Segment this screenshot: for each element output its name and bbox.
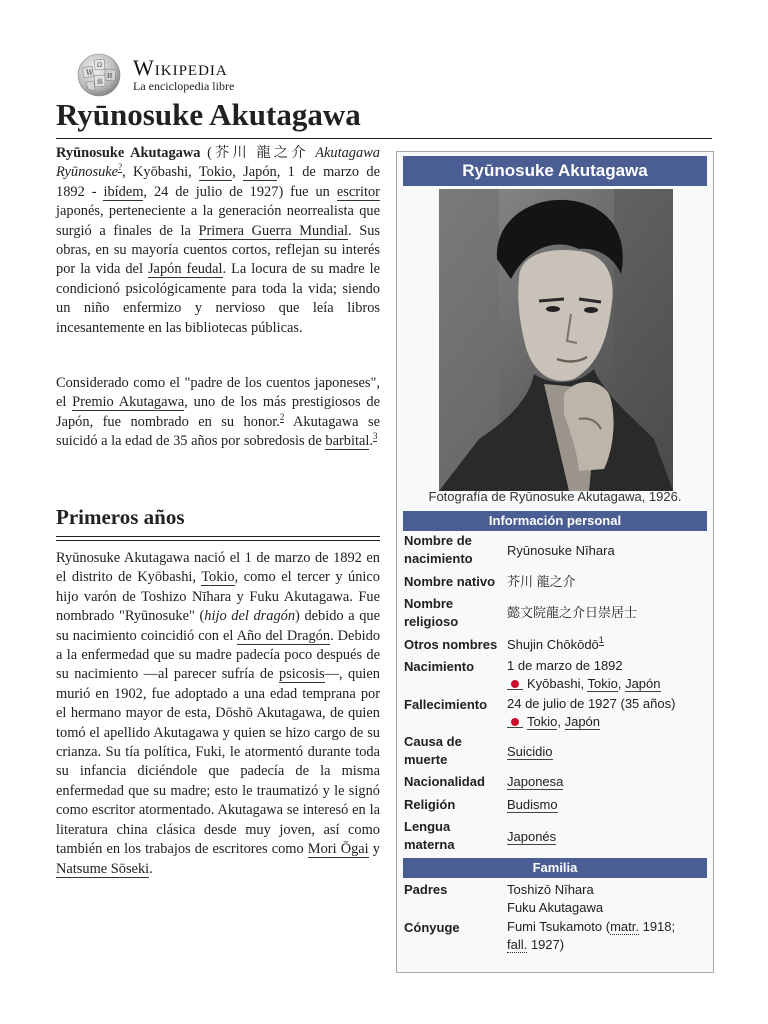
japan-flag-icon[interactable]	[511, 718, 519, 726]
reference-link[interactable]: 2	[279, 411, 285, 422]
value-religion	[507, 796, 707, 814]
section-header-personal: Información personal	[403, 511, 707, 531]
link-japon[interactable]: Japón	[564, 714, 601, 729]
label-padres: Padres	[404, 882, 448, 897]
link-japon-feudal[interactable]: Japón feudal	[147, 261, 223, 278]
value-nombre-nativo: 芥川 龍之介	[507, 574, 576, 589]
label-nombre-nativo: Nombre nativo	[404, 574, 496, 589]
svg-text:維: 維	[97, 79, 104, 86]
svg-text:Ω: Ω	[97, 62, 102, 69]
reference-link[interactable]: ?	[118, 162, 123, 173]
label-causa-muerte: Causa de muerte	[404, 734, 462, 767]
abbr-matr[interactable]: matr.	[610, 919, 639, 934]
link-tokio[interactable]: Tokio	[198, 164, 233, 181]
value-nacionalidad	[507, 773, 707, 791]
link-budismo[interactable]: Budismo	[507, 797, 558, 812]
value-nombre-religioso: 懿文院龍之介日崇居士	[507, 605, 638, 620]
value-otros-nombres: Shujin Chōkōdō$^1$	[507, 635, 604, 652]
link-japones[interactable]: Japonés	[507, 829, 557, 844]
link-barbital[interactable]: barbital	[325, 433, 370, 450]
photo-caption: Fotografía de Ryūnosuke Akutagawa, 1926.	[428, 489, 682, 504]
wikipedia-wordmark: Wikipedia	[133, 55, 228, 80]
reference-link[interactable]: 1	[598, 635, 604, 645]
value-conyuge: Fumi Tsukamoto (matr. 1918; fall. 1927)	[507, 919, 676, 952]
value-causa-muerte	[507, 743, 707, 761]
value-nacimiento: 1 de marzo de 1892 Kyōbashi, Tokio, Japón	[507, 658, 661, 691]
section-heading-primeros-anos: Primeros años	[56, 505, 380, 537]
value-padres: Toshizō Nīhara Fuku Akutagawa	[507, 882, 604, 915]
wikipedia-globe-icon	[74, 52, 124, 98]
link-tokio[interactable]: Tokio	[201, 569, 235, 586]
link-japon[interactable]: Japón	[243, 164, 277, 181]
link-japon[interactable]: Japón	[625, 676, 661, 691]
wikipedia-tagline: La enciclopedia libre	[133, 79, 235, 93]
link-mori-ogai[interactable]: Mori Ōgai	[307, 841, 369, 858]
label-otros-nombres: Otros nombres	[404, 637, 498, 652]
link-primera-guerra-mundial[interactable]: Primera Guerra Mundial	[198, 222, 348, 239]
link-suicidio[interactable]: Suicidio	[507, 744, 553, 759]
link-psicosis[interactable]: psicosis	[278, 666, 325, 683]
label-fallecimiento: Fallecimiento	[404, 697, 488, 712]
portrait-photo[interactable]	[439, 189, 673, 491]
label-nombre-religioso: Nombre religioso	[404, 596, 459, 629]
label-nacimiento: Nacimiento	[404, 659, 475, 674]
value-lengua-materna	[507, 828, 707, 846]
value-fallecimiento: 24 de julio de 1927 (35 años) Tokio, Japón	[507, 696, 676, 729]
label-conyuge: Cónyuge	[404, 920, 460, 935]
link-japonesa[interactable]: Japonesa	[507, 774, 564, 789]
link-ibidem[interactable]: ibídem	[103, 183, 144, 200]
japan-flag-icon[interactable]	[511, 680, 519, 688]
link-natsume-soseki[interactable]: Natsume Sōseki	[56, 860, 150, 877]
link-ano-del-dragon[interactable]: Año del Dragón	[236, 627, 331, 644]
link-tokio[interactable]: Tokio	[527, 714, 558, 729]
portrait-image	[439, 189, 673, 491]
link-premio-akutagawa[interactable]: Premio Akutagawa	[72, 394, 185, 411]
label-nombre-nacimiento: Nombre de nacimiento	[404, 533, 473, 566]
infobox	[396, 151, 714, 973]
label-nacionalidad: Nacionalidad	[404, 774, 485, 789]
subject-name: Ryūnosuke Akutagawa	[56, 145, 201, 161]
abbr-fall[interactable]: fall.	[507, 937, 528, 952]
section-header-familia: Familia	[403, 858, 707, 878]
label-religion: Religión	[404, 797, 456, 812]
page-title: Ryūnosuke Akutagawa	[56, 96, 712, 139]
intro-paragraph-2: Considerado como el "padre de los cuentos japoneses", el Premio Akutagawa, uno de los más prestigiosos de Japón, fue nombrado en su honor.$^2$ Akutagawa se suicidó a la edad de 35 años por sobredosis de barbital.$^3$	[56, 375, 381, 450]
romanized-name: Akutagawa Ryūnosuke	[56, 145, 380, 181]
label-lengua-materna: Lengua materna	[404, 819, 455, 852]
link-tokio[interactable]: Tokio	[587, 676, 618, 691]
intro-paragraph-1: Ryūnosuke Akutagawa (芥川 龍之介 Akutagawa Ryūnosuke?, Kyōbashi, Tokio, Japón, 1 de marzo de 1892 - ibídem, 24 de julio de 1927) fue un escritor japonés, perteneciente a la generación neorrealista que surgió a finales de la Primera Guerra Mundial. Sus obras, en su mayoría cuentos cortos, reflejan su interés por la vida del Japón feudal. La locura de su madre le condicionó psicológicamente para toda la vida; siendo un niño enfermizo y nervioso que leía libros incesantemente en las bibliotecas públicas.	[56, 145, 381, 336]
reference-link[interactable]: 3	[372, 431, 378, 442]
svg-text:W: W	[86, 69, 94, 77]
value-nombre-nacimiento: Ryūnosuke Nīhara	[507, 543, 615, 558]
svg-text:И: И	[107, 73, 113, 80]
infobox-title: Ryūnosuke Akutagawa	[403, 156, 707, 186]
link-escritor[interactable]: escritor	[336, 183, 380, 200]
section-paragraph: Ryūnosuke Akutagawa nació el 1 de marzo de 1892 en el distrito de Kyōbashi, Tokio, como el tercer y único hijo varón de Toshizo Nīhara y Fuku Akutagawa. Fue nombrado "Ryūnosuke" (hijo del dragón) debido a que su nacimiento coincidió con el Año del Dragón. Debido a la enfermedad que su madre padecía poco después de su nacimiento —al parecer sufría de psicosis—, quien murió en 1902, fue adoptado a una edad temprana por el hermano mayor de esta, Dōshō Akutagawa, de quien tomó el apellido Akutagawa y quien se hizo cargo de su crianza. Su tía política, Fuki, le atormentó durante toda su infancia diciéndole que padecía de la misma enfermedad que su madre; esto le traumatizó y le signó como escritor atormentado. Akutagawa se interesó en la literatura china clásica desde muy joven, así como también en los trabajos de escritores como Mori Ōgai y Natsume Sōseki.	[56, 550, 381, 877]
wikipedia-logo[interactable]	[74, 52, 264, 98]
heading-divider	[56, 540, 380, 541]
